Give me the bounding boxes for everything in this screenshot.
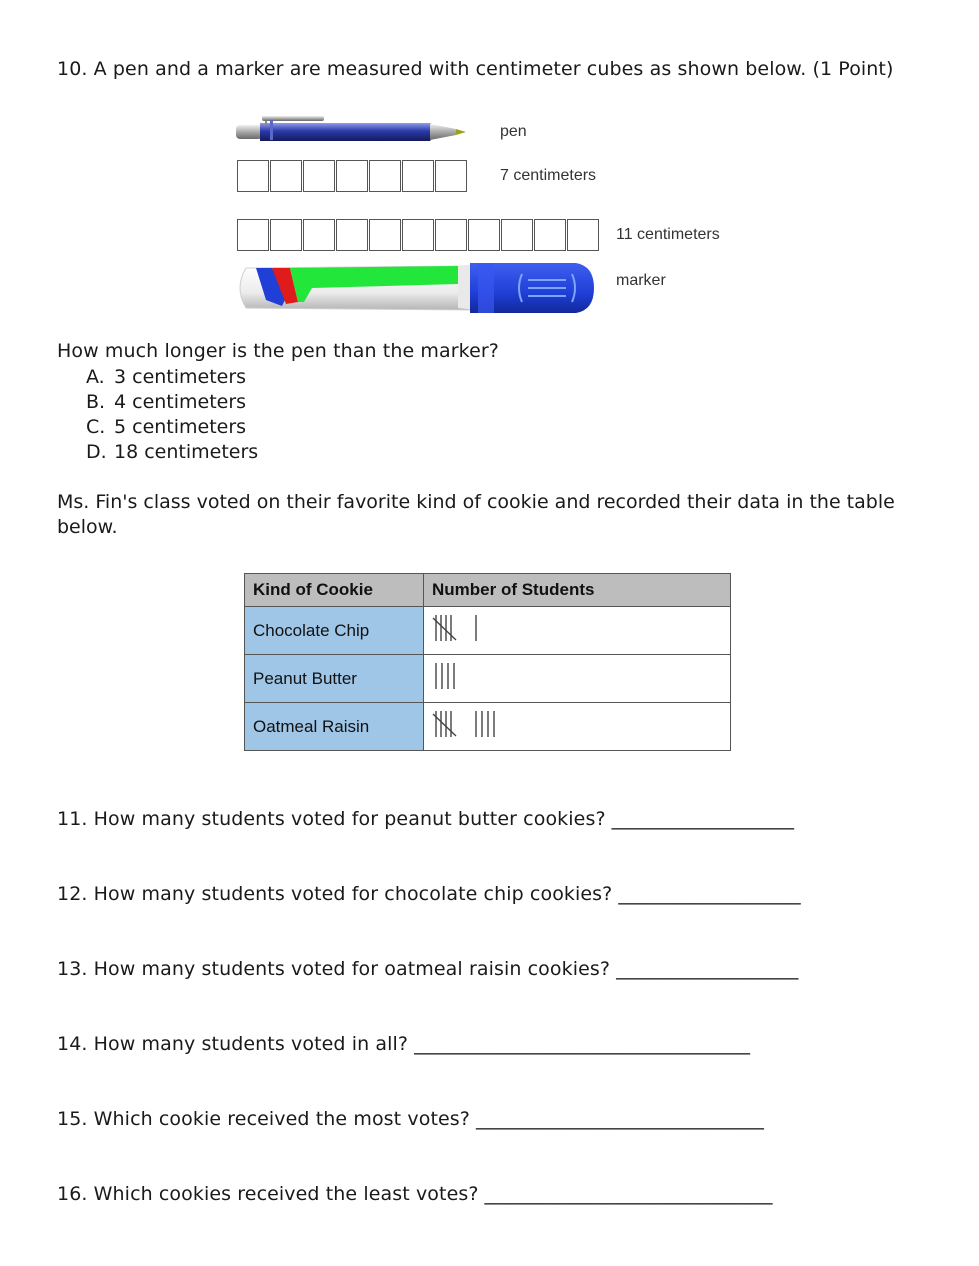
header-kind: Kind of Cookie [245, 574, 424, 607]
question-text: 12. How many students voted for chocolate chip cookies? [57, 883, 613, 905]
student-tally [424, 607, 731, 655]
centimeter-cube [303, 160, 335, 192]
cookie-kind: Chocolate Chip [245, 607, 424, 655]
measurement-figure [230, 108, 750, 320]
answer-blank[interactable]: ___________________ [611, 808, 795, 830]
short-answer-question [57, 808, 794, 830]
marker-label: marker [616, 272, 666, 289]
choice-text: 4 centimeters [114, 391, 247, 413]
tally-marks [432, 658, 470, 694]
centimeter-cube [468, 219, 500, 251]
question-text: 15. Which cookie received the most votes? [57, 1108, 470, 1130]
tally-marks [432, 706, 510, 742]
answer-blank[interactable]: ______________________________ [475, 1108, 764, 1130]
choice-text: 3 centimeters [114, 366, 247, 388]
question-10-prompt: 10. A pen and a marker are measured with centimeter cubes as shown below. (1 Point) [57, 58, 894, 80]
pen-length-label: 7 centimeters [500, 167, 597, 184]
centimeter-cube [237, 219, 269, 251]
answer-choice [86, 415, 258, 440]
table-row [245, 655, 731, 703]
centimeter-cube [369, 160, 401, 192]
centimeter-cube [303, 219, 335, 251]
centimeter-cube [435, 160, 467, 192]
short-answer-question [57, 1033, 750, 1055]
short-answer-question [57, 958, 799, 980]
centimeter-cube [270, 160, 302, 192]
pen-image [234, 112, 474, 148]
table-row [245, 607, 731, 655]
header-count: Number of Students [424, 574, 731, 607]
choice-letter: B. [86, 391, 106, 413]
pen-label: pen [500, 123, 527, 140]
answer-choice [86, 440, 258, 465]
marker-cube-row [237, 219, 600, 251]
centimeter-cube [567, 219, 599, 251]
table-header-row [245, 574, 731, 607]
cookie-vote-table [244, 573, 731, 751]
question-text: 14. How many students voted in all? [57, 1033, 409, 1055]
answer-blank[interactable]: ___________________________________ [414, 1033, 751, 1055]
marker-image [232, 260, 602, 316]
centimeter-cube [237, 160, 269, 192]
short-answer-question [57, 1183, 773, 1205]
centimeter-cube [534, 219, 566, 251]
marker-length-label: 11 centimeters [616, 226, 720, 243]
cookie-kind: Oatmeal Raisin [245, 703, 424, 751]
short-answer-question [57, 883, 801, 905]
tally-marks [432, 610, 489, 646]
answer-blank[interactable]: ___________________ [616, 958, 799, 980]
centimeter-cube [336, 219, 368, 251]
table-intro: Ms. Fin's class voted on their favorite kind of cookie and recorded their data in the table below. [57, 491, 895, 538]
centimeter-cube [402, 160, 434, 192]
answer-choice [86, 390, 258, 415]
question-text: 11. How many students voted for peanut butter cookies? [57, 808, 606, 830]
choice-letter: D. [86, 441, 107, 463]
answer-blank[interactable]: ______________________________ [484, 1183, 773, 1205]
centimeter-cube [336, 160, 368, 192]
centimeter-cube [435, 219, 467, 251]
centimeter-cube [402, 219, 434, 251]
short-answer-question [57, 1108, 764, 1130]
choice-text: 18 centimeters [114, 441, 259, 463]
answer-blank[interactable]: ___________________ [618, 883, 801, 905]
answer-choices [86, 365, 258, 465]
centimeter-cube [501, 219, 533, 251]
centimeter-cube [270, 219, 302, 251]
table-row [245, 703, 731, 751]
question-text: 13. How many students voted for oatmeal raisin cookies? [57, 958, 611, 980]
answer-choice [86, 365, 258, 390]
question-10-question: How much longer is the pen than the marker? [57, 340, 499, 362]
student-tally [424, 655, 731, 703]
question-text: 16. Which cookies received the least votes? [57, 1183, 479, 1205]
pen-cube-row [237, 160, 468, 192]
centimeter-cube [369, 219, 401, 251]
cookie-kind: Peanut Butter [245, 655, 424, 703]
choice-text: 5 centimeters [114, 416, 247, 438]
choice-letter: C. [86, 416, 106, 438]
student-tally [424, 703, 731, 751]
choice-letter: A. [86, 366, 105, 388]
